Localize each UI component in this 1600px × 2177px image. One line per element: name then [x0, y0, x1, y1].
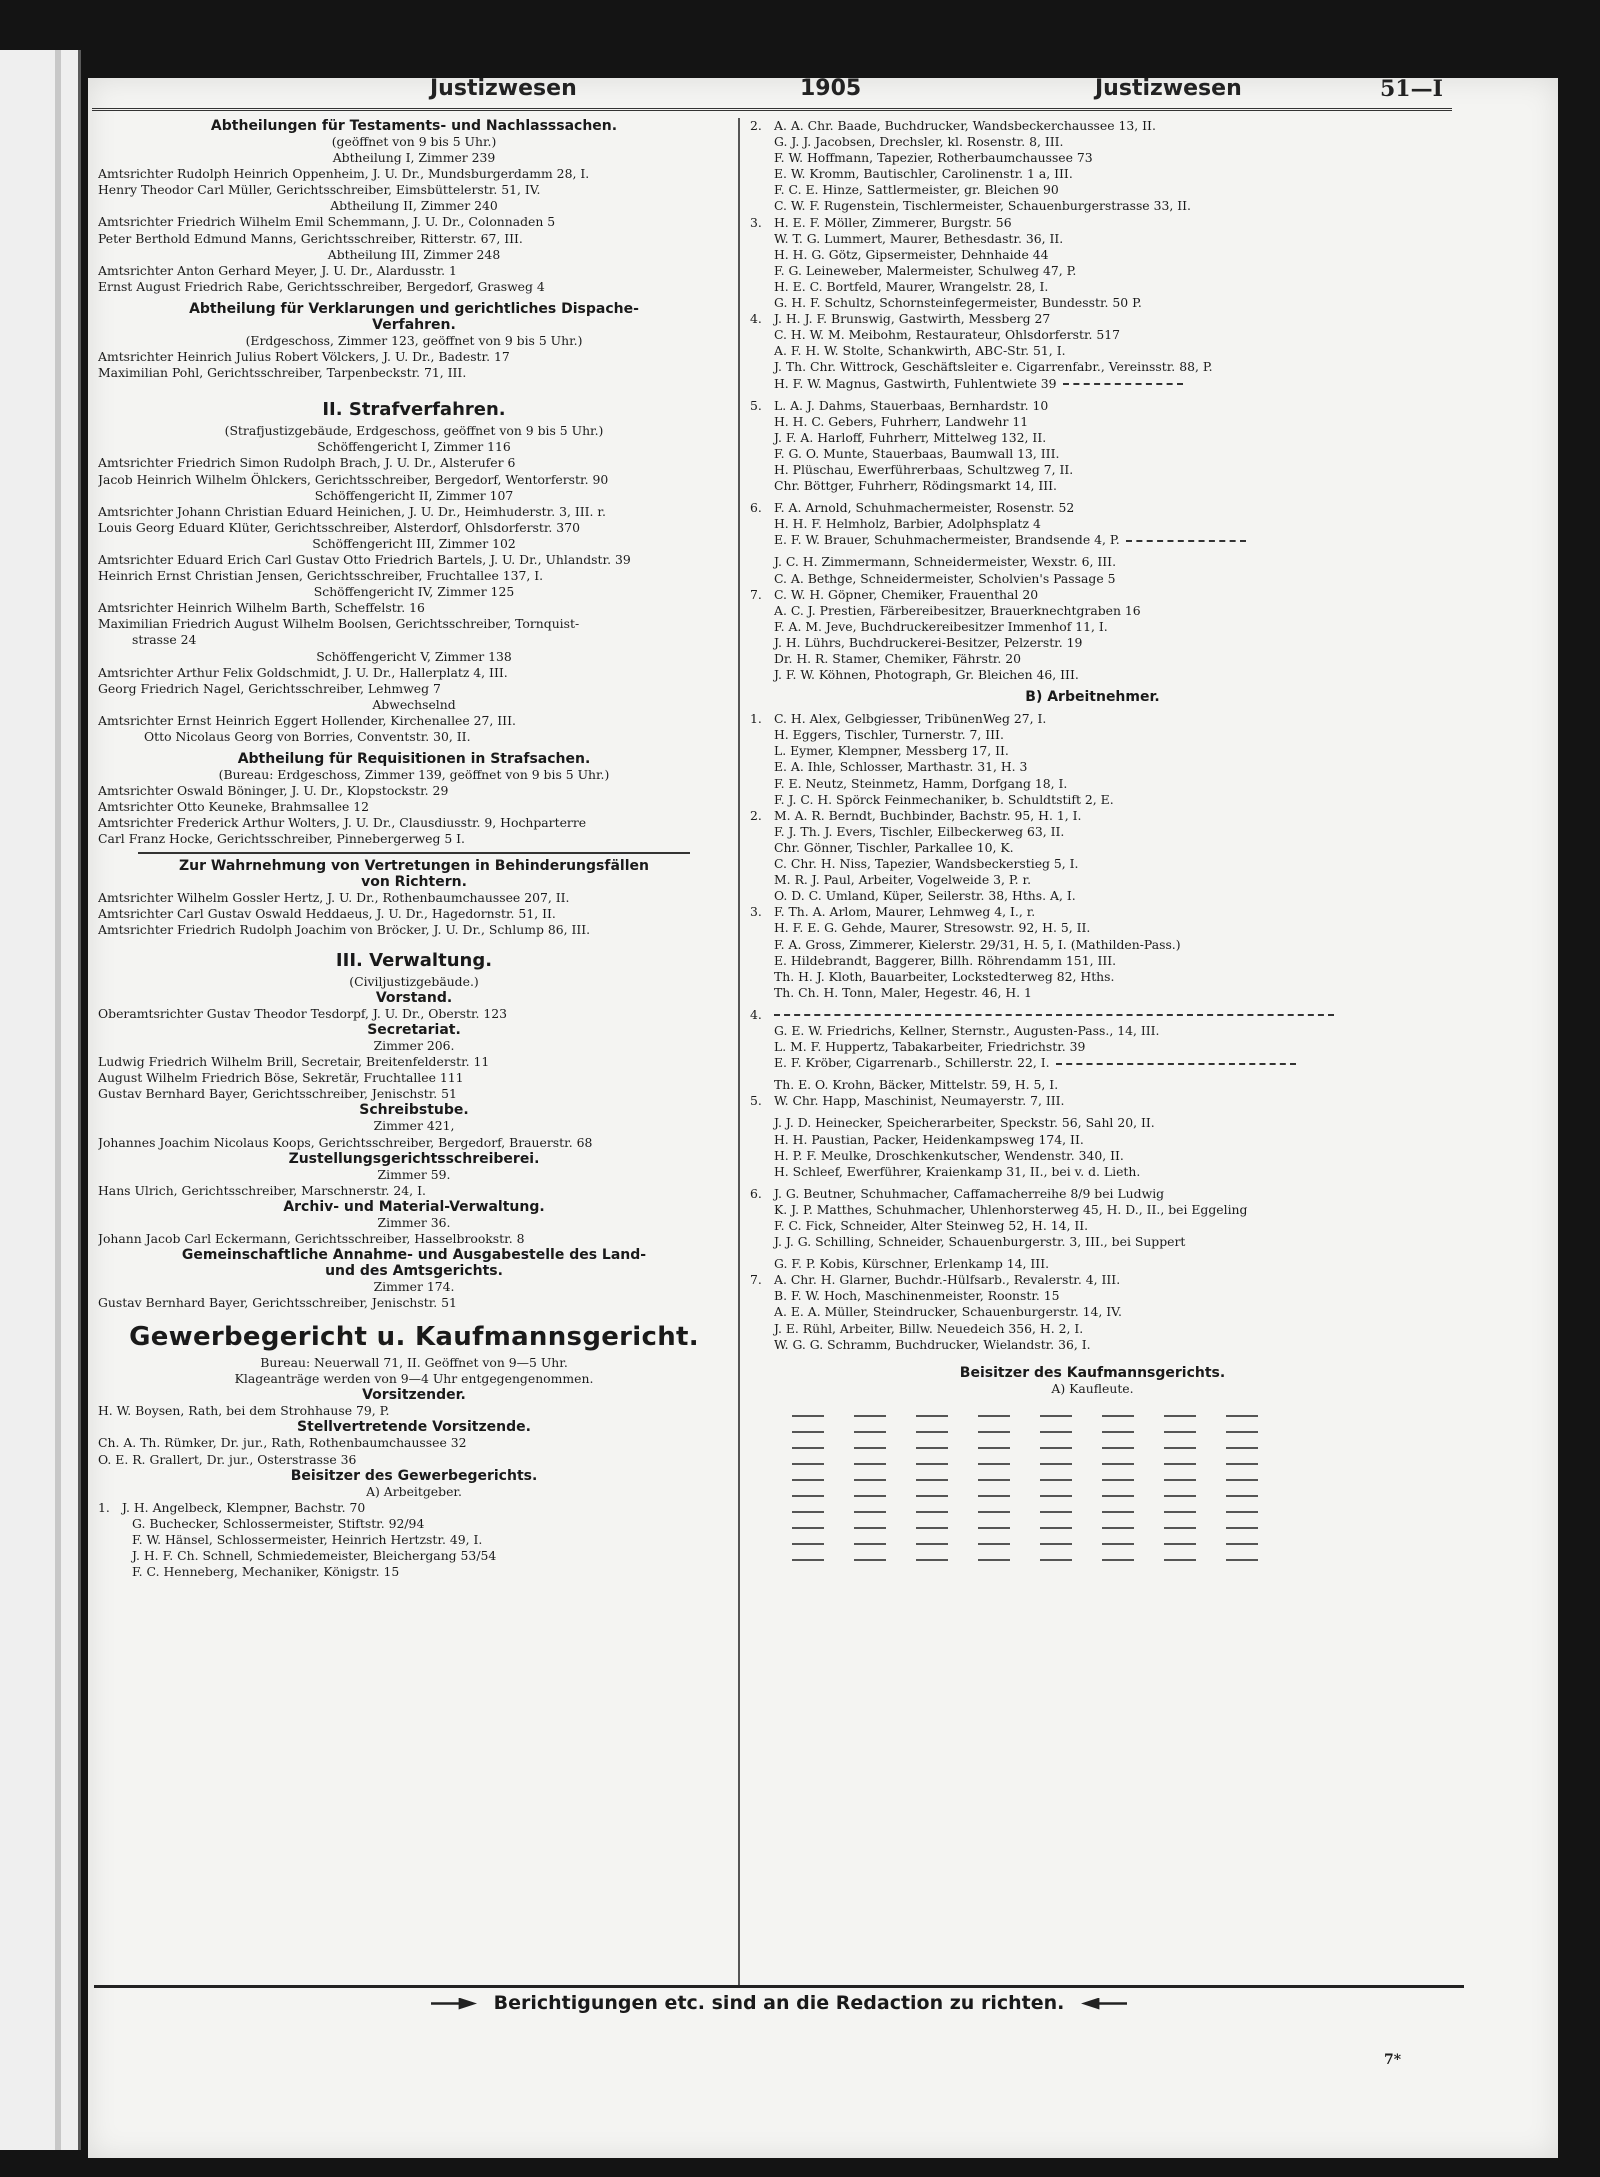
list-item: J. Th. Chr. Wittrock, Geschäftsleiter e. Cigarrenfabr., Vereinsstr. 88, P.	[774, 359, 1213, 375]
list-item: 4. J. H. J. F. Brunswig, Gastwirth, Messberg 27	[750, 311, 1051, 327]
list-item: Th. H. J. Kloth, Bauarbeiter, Lockstedterweg 82, Hths.	[774, 968, 1115, 984]
text-line: Schöffengericht II, Zimmer 107	[314, 487, 514, 503]
book-gutter	[0, 50, 81, 2150]
text-line: strasse 24	[132, 632, 197, 648]
list-item: Dr. H. R. Stamer, Chemiker, Fährstr. 20	[774, 651, 1022, 666]
section-heading: Gemeinschaftliche Annahme- und Ausgabestelle des Land-	[181, 1246, 647, 1263]
text-line: Amtsrichter Johann Christian Eduard Heinichen, J. U. Dr., Heimhuderstr. 3, III. r.	[98, 503, 606, 519]
text-line: Amtsrichter Frederick Arthur Wolters, J. U. Dr., Clausdiusstr. 9, Hochparterre	[98, 815, 587, 831]
list-item: G. H. F. Schultz, Schornsteinfegermeister, Bundesstr. 50 P.	[774, 295, 1142, 311]
text-line: Ch. A. Th. Rümker, Dr. jur., Rath, Rothenbaumchaussee 32	[98, 1435, 467, 1451]
signature-mark: 7*	[1384, 2052, 1402, 2068]
section-heading: B) Arbeitnehmer.	[1025, 689, 1160, 706]
text-line: Zimmer 206.	[373, 1038, 455, 1054]
text-line: Amtsrichter Ernst Heinrich Eggert Hollender, Kirchenallee 27, III.	[98, 712, 516, 728]
text-line: Zimmer 36.	[377, 1214, 451, 1230]
list-item: W. T. G. Lummert, Maurer, Bethesdastr. 36, II.	[774, 230, 1064, 246]
text-line: Schöffengericht V, Zimmer 138	[316, 648, 512, 664]
text-line: Amtsrichter Oswald Böninger, J. U. Dr., Klopstockstr. 29	[98, 783, 449, 799]
text-line: H. W. Boysen, Rath, bei dem Strohhause 79, P.	[98, 1403, 390, 1419]
blank-dash	[1126, 540, 1246, 542]
blank-dash	[774, 1014, 1334, 1016]
text-line: (Strafjustizgebäude, Erdgeschoss, geöffnet von 9 bis 5 Uhr.)	[224, 423, 604, 439]
list-item: F. A. Gross, Zimmerer, Kielerstr. 29/31, H. 5, I. (Mathilden-Pass.)	[774, 936, 1181, 952]
section-heading: Abtheilungen für Testaments- und Nachlasssachen.	[210, 118, 618, 134]
chapter-heading: III. Verwaltung.	[335, 949, 493, 971]
header-year: 1905	[800, 76, 862, 101]
text-line: Amtsrichter Heinrich Julius Robert Völckers, J. U. Dr., Badestr. 17	[98, 349, 510, 365]
text-line: Zimmer 174.	[373, 1278, 455, 1294]
list-item: E. F. Kröber, Cigarrenarb., Schillerstr. 22, I.	[750, 1055, 1435, 1071]
list-item: F. W. Hoffmann, Tapezier, Rotherbaumchaussee 73	[774, 150, 1093, 166]
text-line: Amtsrichter Friedrich Wilhelm Emil Schemmann, J. U. Dr., Colonnaden 5	[98, 214, 556, 230]
text-line: Maximilian Pohl, Gerichtsschreiber, Tarpenbeckstr. 71, III.	[98, 365, 467, 381]
text-line: Jacob Heinrich Wilhelm Öhlckers, Gerichtsschreiber, Bergedorf, Wentorferstr. 90	[98, 471, 609, 487]
text-line: Amtsrichter Eduard Erich Carl Gustav Otto Friedrich Bartels, J. U. Dr., Uhlandstr. 39	[98, 551, 631, 567]
list-item: H. E. C. Bortfeld, Maurer, Wrangelstr. 28, I.	[774, 278, 1049, 294]
list-item: 1. C. H. Alex, Gelbgiesser, TribünenWeg 27, I.	[750, 711, 1047, 727]
list-item: F. W. Hänsel, Schlossermeister, Heinrich Hertzstr. 49, I.	[132, 1531, 483, 1547]
text-line: Amtsrichter Rudolph Heinrich Oppenheim, J. U. Dr., Mundsburgerdamm 28, I.	[98, 166, 590, 182]
text-line: Amtsrichter Heinrich Wilhelm Barth, Scheffelstr. 16	[98, 600, 425, 616]
text-line: Schöffengericht III, Zimmer 102	[312, 535, 516, 551]
text-line: Maximilian Friedrich August Wilhelm Boolsen, Gerichtsschreiber, Tornquist-	[98, 616, 580, 632]
footer-notice	[94, 1992, 1464, 2014]
list-item: J. F. W. Köhnen, Photograph, Gr. Bleichen 46, III.	[774, 667, 1079, 683]
text-line: August Wilhelm Friedrich Böse, Sekretär, Fruchtallee 111	[98, 1070, 464, 1086]
list-item: 5. L. A. J. Dahms, Stauerbaas, Bernhardstr. 10	[750, 397, 1049, 413]
text-line: (Bureau: Erdgeschoss, Zimmer 139, geöffnet von 9 bis 5 Uhr.)	[218, 767, 610, 783]
list-item: C. A. Bethge, Schneidermeister, Scholvien's Passage 5	[774, 570, 1116, 586]
list-item: W. G. G. Schramm, Buchdrucker, Wielandstr. 36, I.	[774, 1336, 1091, 1352]
list-item: H. Schleef, Ewerführer, Kraienkamp 31, II., bei v. d. Lieth.	[774, 1163, 1141, 1179]
list-item: J. H. Lührs, Buchdruckerei-Besitzer, Pelzerstr. 19	[774, 634, 1083, 650]
list-item: J. J. G. Schilling, Schneider, Schauenburgerstr. 3, III., bei Suppert	[774, 1234, 1186, 1250]
list-item: F. J. Th. J. Evers, Tischler, Eilbeckerweg 63, II.	[774, 823, 1065, 839]
text-line: Amtsrichter Friedrich Simon Rudolph Brach, J. U. Dr., Alsterufer 6	[98, 455, 516, 471]
list-item: F. G. O. Munte, Stauerbaas, Baumwall 13, III.	[774, 445, 1060, 461]
running-header	[90, 68, 1450, 108]
section-heading: von Richtern.	[361, 873, 467, 890]
list-item: H. Plüschau, Ewerführerbaas, Schultzweg 7, II.	[774, 461, 1074, 477]
list-item: E. A. Ihle, Schlosser, Marthastr. 31, H. 3	[774, 759, 1028, 775]
list-item: 6. F. A. Arnold, Schuhmachermeister, Rosenstr. 52	[750, 500, 1075, 516]
list-item: E. Hildebrandt, Baggerer, Billh. Röhrendamm 151, III.	[774, 952, 1117, 968]
blank-entry-grid	[792, 1407, 1435, 1567]
footer-rule	[94, 1985, 1464, 1988]
text-line: Amtsrichter Anton Gerhard Meyer, J. U. Dr., Alardusstr. 1	[98, 262, 457, 278]
text-line: Hans Ulrich, Gerichtsschreiber, Marschnerstr. 24, I.	[98, 1182, 426, 1198]
list-item: 3. H. E. F. Möller, Zimmerer, Burgstr. 56	[750, 214, 1012, 230]
text-line: Gustav Bernhard Bayer, Gerichtsschreiber, Jenischstr. 51	[98, 1086, 457, 1102]
list-item: 7. C. W. H. Göpner, Chemiker, Frauenthal 20	[750, 586, 1039, 602]
list-item: F. C. Fick, Schneider, Alter Steinweg 52, H. 14, II.	[774, 1218, 1089, 1233]
text-line: Georg Friedrich Nagel, Gerichtsschreiber, Lehmweg 7	[98, 680, 441, 696]
list-item: G. E. W. Friedrichs, Kellner, Sternstr., Augusten-Pass., 14, III.	[774, 1022, 1160, 1038]
text-line: (geöffnet von 9 bis 5 Uhr.)	[331, 134, 497, 149]
list-item: G. J. J. Jacobsen, Drechsler, kl. Rosenstr. 8, III.	[774, 134, 1064, 150]
list-item: L. Eymer, Klempner, Messberg 17, II.	[774, 743, 1009, 759]
chapter-heading: II. Strafverfahren.	[322, 399, 506, 421]
list-item: H. H. C. Gebers, Fuhrherr, Landwehr 11	[774, 413, 1029, 429]
list-item: F. A. M. Jeve, Buchdruckereibesitzer Immenhof 11, I.	[774, 618, 1108, 634]
list-item: F. G. Leineweber, Malermeister, Schulweg 47, P.	[774, 262, 1077, 278]
list-item: 4.	[750, 1007, 1435, 1023]
list-item: H. F. E. G. Gehde, Maurer, Stresowstr. 92, H. 5, II.	[774, 920, 1091, 936]
text-line: Oberamtsrichter Gustav Theodor Tesdorpf, J. U. Dr., Oberstr. 123	[98, 1005, 508, 1021]
header-left: Justizwesen	[430, 76, 577, 101]
text-line: Otto Nicolaus Georg von Borries, Conventstr. 30, II.	[144, 729, 471, 744]
header-rule	[92, 108, 1452, 111]
list-item: F. C. Henneberg, Mechaniker, Königstr. 15	[132, 1564, 400, 1580]
text-line: Carl Franz Hocke, Gerichtsschreiber, Pinnebergerweg 5 I.	[98, 831, 465, 847]
list-item: A. C. J. Prestien, Färbereibesitzer, Brauerknechtgraben 16	[774, 602, 1141, 618]
list-item: H. P. F. Meulke, Droschkenkutscher, Wendenstr. 340, II.	[774, 1147, 1124, 1163]
text-line: Schöffengericht IV, Zimmer 125	[313, 584, 515, 600]
text-line: Amtsrichter Friedrich Rudolph Joachim von Bröcker, J. U. Dr., Schlump 86, III.	[98, 921, 591, 937]
text-line: Henry Theodor Carl Müller, Gerichtsschreiber, Eimsbüttelerstr. 51, IV.	[98, 182, 541, 198]
list-item: A. E. A. Müller, Steindrucker, Schauenburgerstr. 14, IV.	[774, 1304, 1122, 1320]
text-line: Ludwig Friedrich Wilhelm Brill, Secretair, Breitenfelderstr. 11	[98, 1054, 490, 1070]
section-heading: Archiv- und Material-Verwaltung.	[283, 1198, 545, 1215]
list-item: J. F. A. Harloff, Fuhrherr, Mittelweg 132, II.	[774, 429, 1047, 445]
section-heading: Zur Wahrnehmung von Vertretungen in Behinderungsfällen	[179, 857, 649, 874]
list-item: M. R. J. Paul, Arbeiter, Vogelweide 3, P. r.	[774, 872, 1032, 888]
text-line: Amtsrichter Otto Keuneke, Brahmsallee 12	[98, 799, 369, 815]
section-heading: Beisitzer des Kaufmannsgerichts.	[959, 1364, 1226, 1381]
text-line: Peter Berthold Edmund Manns, Gerichtsschreiber, Ritterstr. 67, III.	[98, 230, 523, 246]
text-line: Johann Jacob Carl Eckermann, Gerichtsschreiber, Hasselbrookstr. 8	[98, 1230, 525, 1246]
footer-text: Berichtigungen etc. sind an die Redaction zu richten.	[493, 1992, 1065, 2014]
list-item: Chr. Gönner, Tischler, Parkallee 10, K.	[774, 839, 1014, 855]
list-item: F. C. E. Hinze, Sattlermeister, gr. Bleichen 90	[774, 182, 1059, 198]
text-line: Ernst August Friedrich Rabe, Gerichtsschreiber, Bergedorf, Grasweg 4	[98, 278, 545, 294]
list-item: B. F. W. Hoch, Maschinenmeister, Roonstr. 15	[774, 1288, 1060, 1304]
column-divider	[738, 118, 740, 1988]
list-item: F. J. C. H. Spörck Feinmechaniker, b. Schuldtstift 2, E.	[774, 791, 1114, 807]
section-heading: Abtheilung für Requisitionen in Strafsachen.	[237, 751, 591, 768]
header-right: Justizwesen	[1095, 76, 1242, 101]
text-line: A) Arbeitgeber.	[366, 1483, 462, 1499]
left-column	[98, 118, 730, 1580]
list-item: C. Chr. H. Niss, Tapezier, Wandsbeckerstieg 5, I.	[774, 856, 1079, 872]
text-line: A) Kaufleute.	[1051, 1380, 1134, 1396]
text-line: Amtsrichter Carl Gustav Oswald Heddaeus, J. U. Dr., Hagedornstr. 51, II.	[98, 905, 556, 921]
list-item: 2. M. A. R. Berndt, Buchbinder, Bachstr. 95, H. 1, I.	[750, 807, 1082, 823]
section-heading: Abtheilung für Verklarungen und gerichtliches Dispache-	[189, 300, 639, 317]
list-item: Chr. Böttger, Fuhrherr, Rödingsmarkt 14, III.	[774, 478, 1057, 494]
section-heading: Vorstand.	[375, 989, 453, 1006]
chapter-heading: Gewerbegericht u. Kaufmannsgericht.	[129, 1322, 699, 1353]
section-heading: Beisitzer des Gewerbegerichts.	[290, 1467, 538, 1484]
list-item: 1. J. H. Angelbeck, Klempner, Bachstr. 70	[98, 1499, 366, 1515]
blank-dash	[1063, 383, 1183, 385]
list-item: H. Eggers, Tischler, Turnerstr. 7, III.	[774, 727, 1004, 743]
text-line: Louis Georg Eduard Klüter, Gerichtsschreiber, Alsterdorf, Ohlsdorferstr. 370	[98, 519, 580, 535]
list-item: 5. W. Chr. Happ, Maschinist, Neumayerstr. 7, III.	[750, 1093, 1065, 1109]
list-item: L. M. F. Huppertz, Tabakarbeiter, Friedrichstr. 39	[774, 1039, 1086, 1055]
section-heading: Verfahren.	[372, 316, 456, 333]
text-line: Abtheilung I, Zimmer 239	[332, 150, 496, 166]
text-line: Gustav Bernhard Bayer, Gerichtsschreiber, Jenischstr. 51	[98, 1295, 457, 1311]
text-line: Amtsrichter Arthur Felix Goldschmidt, J. U. Dr., Hallerplatz 4, III.	[98, 664, 508, 680]
list-item: J. H. F. Ch. Schnell, Schmiedemeister, Bleichergang 53/54	[132, 1548, 497, 1563]
list-item: K. J. P. Matthes, Schuhmacher, Uhlenhorsterweg 45, H. D., II., bei Eggeling	[774, 1201, 1248, 1217]
list-item: Th. Ch. H. Tonn, Maler, Hegestr. 46, H. 1	[774, 984, 1032, 1000]
blank-dash	[1056, 1063, 1296, 1065]
list-item: 2. A. A. Chr. Baade, Buchdrucker, Wandsbeckerchaussee 13, II.	[750, 118, 1156, 133]
text-line: Johannes Joachim Nicolaus Koops, Gerichtsschreiber, Bergedorf, Brauerstr. 68	[98, 1134, 593, 1150]
divider	[138, 852, 690, 854]
list-item: 7. A. Chr. H. Glarner, Buchdr.-Hülfsarb., Revalerstr. 4, III.	[750, 1272, 1121, 1288]
section-heading: und des Amtsgerichts.	[325, 1262, 503, 1279]
list-item: J. J. D. Heinecker, Speicherarbeiter, Speckstr. 56, Sahl 20, II.	[774, 1115, 1155, 1131]
list-item: 6. J. G. Beutner, Schuhmacher, Caffamacherreihe 8/9 bei Ludwig	[750, 1185, 1165, 1201]
text-line: Abtheilung II, Zimmer 240	[330, 198, 498, 214]
section-heading: Zustellungsgerichtsschreiberei.	[288, 1150, 540, 1167]
list-item: J. C. H. Zimmermann, Schneidermeister, Wexstr. 6, III.	[774, 554, 1117, 570]
text-line: Bureau: Neuerwall 71, II. Geöffnet von 9—5 Uhr.	[260, 1355, 568, 1371]
text-line: O. E. R. Grallert, Dr. jur., Osterstrasse 36	[98, 1451, 357, 1467]
list-item: H. H. F. Helmholz, Barbier, Adolphsplatz 4	[774, 516, 1041, 532]
text-line: (Civiljustizgebäude.)	[349, 973, 479, 989]
list-item: H. H. Paustian, Packer, Heidenkampsweg 174, II.	[774, 1131, 1084, 1147]
list-item: A. F. H. W. Stolte, Schankwirth, ABC-Str. 51, I.	[774, 343, 1066, 359]
text-line: (Erdgeschoss, Zimmer 123, geöffnet von 9 bis 5 Uhr.)	[245, 332, 583, 348]
text-line: Amtsrichter Wilhelm Gossler Hertz, J. U. Dr., Rothenbaumchaussee 207, II.	[98, 889, 570, 905]
list-item: Th. E. O. Krohn, Bäcker, Mittelstr. 59, H. 5, I.	[774, 1077, 1059, 1093]
pointing-hand-icon	[431, 1998, 477, 2010]
section-heading: Stellvertretende Vorsitzende.	[297, 1419, 531, 1436]
list-item: E. F. W. Brauer, Schuhmachermeister, Brandsende 4, P.	[750, 532, 1435, 548]
list-item: H. H. G. Götz, Gipsermeister, Dehnhaide 44	[774, 246, 1049, 262]
list-item: G. Buchecker, Schlossermeister, Stiftstr. 92/94	[132, 1515, 425, 1531]
list-item: 3. F. Th. A. Arlom, Maurer, Lehmweg 4, I., r.	[750, 904, 1036, 920]
list-item: G. F. P. Kobis, Kürschner, Erlenkamp 14, III.	[774, 1256, 1050, 1272]
list-item: E. W. Kromm, Bautischler, Carolinenstr. 1 a, III.	[774, 166, 1073, 182]
list-item: J. E. Rühl, Arbeiter, Billw. Neuedeich 356, H. 2, I.	[774, 1320, 1084, 1336]
list-item: F. E. Neutz, Steinmetz, Hamm, Dorfgang 18, I.	[774, 775, 1068, 791]
section-heading: Secretariat.	[367, 1022, 461, 1039]
section-heading: Schreibstube.	[359, 1102, 469, 1119]
page-number: 51—I	[1380, 76, 1443, 102]
text-line: Zimmer 421,	[373, 1118, 455, 1134]
text-line: Heinrich Ernst Christian Jensen, Gerichtsschreiber, Fruchtallee 137, I.	[98, 568, 544, 584]
text-line: Klageanträge werden von 9—4 Uhr entgegengenommen.	[234, 1371, 594, 1387]
list-item: H. F. W. Magnus, Gastwirth, Fuhlentwiete 39	[750, 376, 1435, 392]
text-line: Abtheilung III, Zimmer 248	[327, 246, 501, 262]
pointing-hand-icon	[1081, 1998, 1127, 2010]
list-item: O. D. C. Umland, Küper, Seilerstr. 38, Hths. A, I.	[774, 888, 1076, 904]
text-line: Abwechselnd	[372, 696, 456, 712]
text-line: Schöffengericht I, Zimmer 116	[317, 439, 511, 455]
text-line: Zimmer 59.	[377, 1166, 451, 1182]
section-heading: Vorsitzender.	[362, 1387, 466, 1404]
right-column	[750, 118, 1435, 1567]
list-item: C. W. F. Rugenstein, Tischlermeister, Schauenburgerstrasse 33, II.	[774, 198, 1191, 214]
list-item: C. H. W. M. Meibohm, Restaurateur, Ohlsdorferstr. 517	[774, 327, 1121, 343]
